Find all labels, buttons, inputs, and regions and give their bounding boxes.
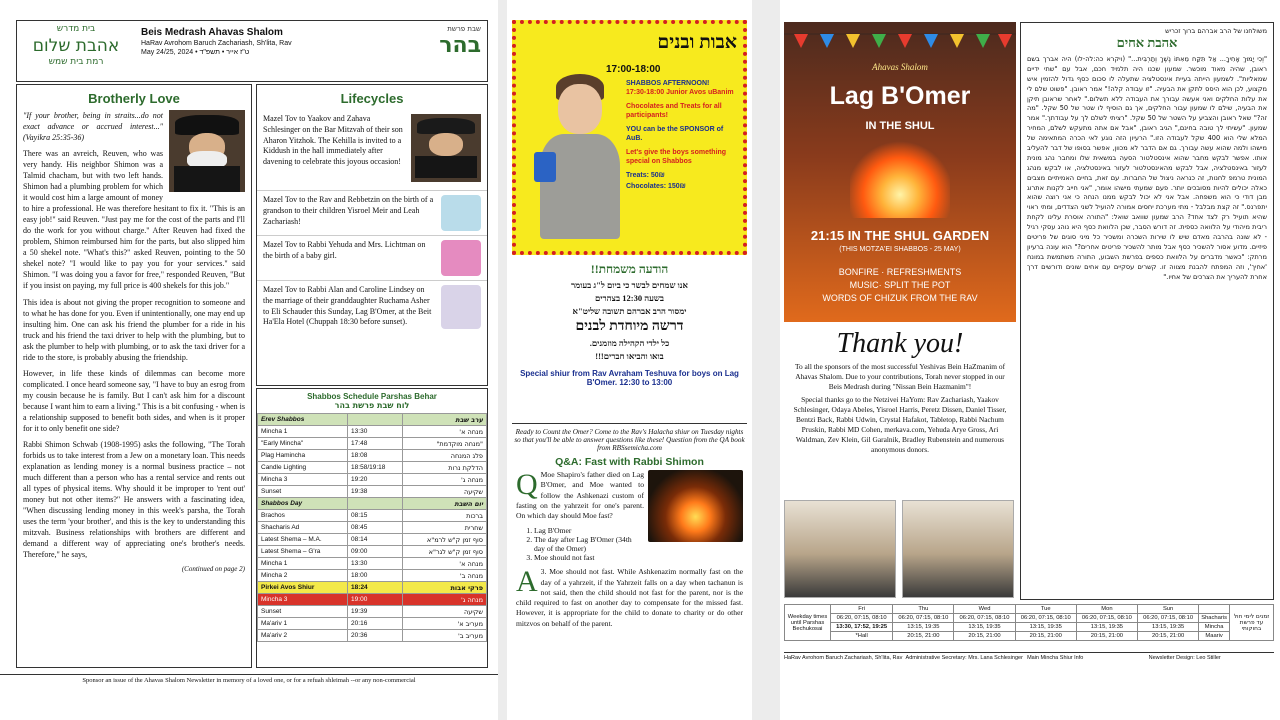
avos-ubanim-flyer <box>512 20 747 255</box>
schedule-row: Ma'ariv 2 20:36 מעריב ב' <box>258 630 487 642</box>
schedule-row: Plag Hamincha 18:08 פלג המנחה <box>258 450 487 462</box>
schedule-row: Ma'ariv 1 20:16 מעריב א' <box>258 618 487 630</box>
lifecycles-section <box>256 84 488 386</box>
schedule-row: Candle Lighting 18:58/19:18 הדלקת נרות <box>258 462 487 474</box>
lag-bomer-poster <box>784 22 1016 322</box>
boy-photo <box>534 74 624 239</box>
article-body: "If your brother, being in straits...do not exact advance or accrued interest..." (Vayikra 25:35-36) There was an avreich, Reuven, who was very handy. His neighbor Shimon was a Talmid chacham, but with two left hands. Shimon had a plumbing problem for which it would cost him a large amount of money to hire a professional. He was therefore hesitant to fix it. "This is an easy job!" said Reuven. "Just pay me for the cost of the parts and I'll do the work for you without charge." After Reuven had fixed the problem, Shimon reimbursed him for the parts, but also slipped him a 50 shekel note. "What's this?" asked Reuven, pointing to the 50 shekel note? "I would like to pay you for your services." said Shimon. "I was doing you a favor for free," responded Reuven, "But if you insist on paying, my full price is 400 shekels for this job." This idea is about not giving the proper recognition to someone and to what he has done for you. Even if unintentionally, one may end up insulting him. One can ask his friend the plumber for a ride in his truck and his friend the taxi driver to help with the plumbing, but to ask the plumber to help with plumbing, or to ask the taxi driver for a ride to the store, is probably abusing the friendship. However, in life these kinds of dilemmas can become more complicated. I once heard someone say, "I have to buy an esrog from my cousin because he is family. But I can't ask him for a discount because I want him to earn a living." This is a bit confusing - when is a relationship supposed to benefit both sides, and when is it proper for it to only benefit one side? Rabbi Shimon Schwab (1908-1995) asks the following, "The Torah forbids us to take interest from a Jew on a monetary loan. This needs explanation as lending money is a normal business practice – not much different than a person who has a rental service and rents out all types of physical items. Why should it be improper to 'rent out' money but not other items?" He answers with a fascinating idea, "When discussing lending money in this week's parsha, the Torah uses the term 'your brother', and this is the key to understanding this mitzvah. Business relationships with brothers are different and demand a different way of appreciating one's brother's needs. Therefore," he says, (Continued on page 2) <box>23 111 245 574</box>
shul-logo: בית מדרש אהבת שלום רמת בית שמש <box>32 24 120 67</box>
schedule-table <box>257 413 487 642</box>
hebrew-article-title: אהבת אחים <box>1116 35 1178 50</box>
wedding-icon <box>441 285 481 329</box>
continued-note: (Continued on page 2) <box>181 565 245 574</box>
schedule-row: Shacharis Ad 08:45 שחרית <box>258 522 487 534</box>
hebrew-article <box>1020 22 1274 600</box>
lifecycle-item: Mazel Tov to Rabbi Yehuda and Mrs. Lichtman on the birth of a baby girl. <box>257 236 487 281</box>
schedule-row: Brachos 08:15 ברכות <box>258 510 487 522</box>
newsletter-page-1 <box>0 0 498 720</box>
parsha-title: שבת פרשת בהר <box>439 25 481 58</box>
schedule-row: Mincha 2 18:00 מנחה ב' <box>258 570 487 582</box>
schedule-row: Mincha 1 13:30 מנחה א' <box>258 426 487 438</box>
poster-subtitle: IN THE SHUL <box>865 120 935 132</box>
question: Q Moe Shapiro's father died on Lag B'Omer, and Moe wanted to follow the Ashkenazi custom of fasting on the yahrzeit for one's parent. On which day should Moe fast? <box>512 468 747 523</box>
hebrew-article-body: "וְכִי יָמוּךְ אָחִיךָ... אַל תִּקַּח מֵאִתּוֹ נֶשֶׁךְ וְתַרְבִּית..." (ויקרא כה:לה-לו) היה אברך בשם ראובן, שהיה מאוד מוכשר. שמעון שכנו היה תלמיד חכם, אבל עם "שתי ידיים שמאליות". לשמעון הייתה בעיית אינסטלציה שתעלה לו סכום כסף גדול להזמין איש מקצוע, לכן הוא היסס לתקן את הבעיה. "זו עבודה קלה!" אמר ראובן. "פשוט שלם לי את עלות החלקים ואני אעשה עבורך את העבודה ללא תשלום." לאחר שראובן תיקן את הבעיה, שילם לו שמעון עבור החלקים, אך גם הוסיף לו שטר של 50 שקל. "מה זה?" שאל ראובן והצביע על השטר של 50 שקל. "רציתי לשלם לך על עבודתך." אמר שמעון. "עשיתי לך טובה בחינם," הגיב ראובן, "אבל אם אתה מתעקש לשלם, המחיר המלא שלי הוא 400 שקל לעבודה הזו." הרעיון הזה נוגע לאי הכרה המתאימה של מישהו ולמה שהוא עשה עבורך. גם אם הדבר לא מכוון, אפשר בסופו של דבר להעליב אותו. אפשר לבקש מחבר שהוא אינסטלטור הסעה במשאית שלו ומחבר נהג מונית לעזור באינסטלציה, אבל לבקש מהאינסטלטור לעזור באינסטלציה, או לבקש מנהג המונית טרמפ לחנות, זה כנראה ניצול של החברות. עם זאת, בחיים האמיתיים מצבים כאלה יכולים להיות מסובכים יותר. פעם שמעתי מישהו אומר, "אני חייב לקנות אתרוג מבן דודי כי הוא משפחה. אבל אני לא יכול לבקש ממנו הנחה כי אני רוצה שהוא יתפרנס." זה קצת מבלבל - מתי מערכת יחסים אמורה להועיל לשני הצדדים, ומתי ראוי שהיא תועיל רק לצד אחד? הרב שמעון שוואב שואל: "התורה אוסרת עלינו לקחת ריבית מיהודי על הלוואה כספית. זה דורש הסבר, שכן הלוואת כסף היא נוהג עסקי רגיל - לא שונה בהרבה מאדם שיש לו שירות השכרה ומשכיר כל מיני סוגים של פריטים פיזיים. מדוע אסור להשכיר כסף אבל מותר להשכיר פריטים אחרים?" הוא עונה ברעיון מרתק: "כאשר מדברים על הלוואת כספים בפרשת השבוע, התורה משתמשת במונח 'אחיך', וזה המפתח להבנת מצווה זו. קשרים עסקיים עם אחים שונים ודורשים דרך אחרת להעריך את הצרכים של אחיו." <box>1027 55 1268 281</box>
rav-line: HaRav Avrohom Baruch Zachariash, Sh'lita, Rav <box>141 40 292 47</box>
flyer-details: SHABBOS AFTERNOON! 17:30-18:00 Junior Avos uBanim Chocolates and Treats for all participants! YOU can be the SPONSOR of AuB. Let's give the boys something special on Shabbos Treats: 50₪ Chocolates: 150₪ <box>626 79 741 191</box>
hebrew-article-header: משולחנו של הרב אברהם ברוך זכריש <box>1165 27 1267 35</box>
bonfire-icon <box>850 140 950 218</box>
schedule-row: Erev Shabbos ערב שבת <box>258 414 487 426</box>
schedule-title-hebrew: לוח שבת פרשת בהר <box>334 401 410 410</box>
qa-title: Q&A: Fast with Rabbi Shimon <box>555 456 704 468</box>
chocolates-price: Chocolates: 150₪ <box>626 182 686 190</box>
lifecycle-item: Mazel Tov to Yaakov and Zahava Schlesinger on the Bar Mitzvah of their son Aharon Yitzhok. The Kehilla is invited to a Kiddush in the hall immediately after davening to celebrate this joyous occasion! <box>257 110 487 191</box>
bunting-decoration <box>784 32 1016 50</box>
issue-date: May 24/25, 2024 • ט"ז אייר • תשפ"ד <box>141 49 250 56</box>
qa-intro: Ready to Count the Omer? Come to the Rav's Halacha shiur on Tuesday nights so that you'll be able to answer questions like these! Question from the QA book from RBSsemicha.com <box>514 428 745 452</box>
qa-section <box>512 423 747 688</box>
zmanim-table: Weekday times until Parshas Bechukosai Fri Thu Wed Tue Mon Sun זמנים לימי חול עד פרשת בחוקותי 06:20, 07:15, 08:10 06:20, 07:15, 08:10 06:20, 07:15, 08:10 06:20, 07:15, 08:10 06:20, 07:15, 08:10 06:20, 07:15, 08:10 Shacharis 13:30, 17:52, 19:25 13:15, 19:35 13:15, 19:35 13:15, 19:35 13:15, 19:35 13:15, 19:35 Mincha *Hall 20:15, 21:00 20:15, 21:00 20:15, 21:00 20:15, 21:00 20:15, 21:00 Maariv <box>784 604 1274 641</box>
schedule-row: Sunset 19:38 שקיעה <box>258 486 487 498</box>
article-title: Brotherly Love <box>88 91 180 106</box>
bar-mitzvah-boy-photo <box>411 114 481 182</box>
poster-time: 21:15 IN THE SHUL GARDEN <box>810 228 990 243</box>
schedule-title: Shabbos Schedule Parshas Behar <box>307 392 437 401</box>
schedule-row: Mincha 1 13:30 מנחה א' <box>258 558 487 570</box>
shabbos-schedule <box>256 388 488 668</box>
poster-title: Lag B'Omer <box>829 82 971 110</box>
baby-icon <box>441 195 481 231</box>
lifecycle-item: Mazel Tov to the Rav and Rebbetzin on the birth of a grandson to their children Yisroel Meir and Leah Zachariash! <box>257 191 487 236</box>
learning-photos <box>784 500 1016 598</box>
schedule-row: Mincha 3 19:20 מנחה ג' <box>258 474 487 486</box>
schedule-row: "Early Mincha" 17:48 "מנחה מוקדמת" <box>258 438 487 450</box>
flyer-time: 17:00-18:00 <box>606 64 661 75</box>
masthead <box>16 20 488 82</box>
answer-options: 1. Lag B'Omer 2. The day after Lag B'Omer (34th day of the Omer) 3. Moe should not fast <box>512 526 747 562</box>
schedule-row: Latest Shema – M.A. 08:14 סוף זמן ק"ש לרמ"א <box>258 534 487 546</box>
poster-features: BONFIRE · REFRESHMENTS MUSIC· SPLIT THE POT WORDS OF CHIZUK FROM THE RAV <box>822 267 978 304</box>
learning-photo <box>784 500 896 598</box>
lifecycle-item: Mazel Tov to Rabbi Alan and Caroline Lindsey on the marriage of their granddaughter Ruchama Asher to Eli Schauder this Sunday, Lag B'Omer, at the Beit Ha'Ela Hotel (Chuppah 18:30 before sunset). <box>257 281 487 333</box>
learning-photo <box>902 500 1014 598</box>
schedule-row: Pirkei Avos Shiur 18:24 פרקי אבות <box>258 582 487 594</box>
newsletter-page-2 <box>507 0 752 720</box>
schedule-row: Mincha 3 19:00 מנחה ג' <box>258 594 487 606</box>
thank-you-text: To all the sponsors of the most successful Yeshivas Bein HaZmanim of Ahavas Shalom. Due to your contributions, Torah never stopped in our Beis Medrash during "Nissan Bein Hazmanim"! <box>794 362 1006 391</box>
contact-footer: HaRav Avrohom Baruch Zachariash, Sh'lita, Rav Administrative Secretary: Mrs. Lana Schlesinger Main Mincha Shiur Info Newsletter Design: Leo Stiller <box>784 652 1274 678</box>
schedule-row: Shabbos Day יום השבת <box>258 498 487 510</box>
newsletter-page-3 <box>780 0 1280 720</box>
beis-medrash-name: Beis Medrash Ahavas Shalom <box>141 27 283 38</box>
schedule-row: Sunset 19:39 שקיעה <box>258 606 487 618</box>
lifecycles-title: Lifecycles <box>340 91 404 106</box>
sponsor-footer: Sponsor an issue of the Ahavas Shalom Newsletter in memory of a loved one, or for a refuah shleimah --or any non-commercial <box>0 674 498 694</box>
poster-brand: Ahavas Shalom <box>872 62 928 72</box>
zmanim-label: Weekday times until Parshas Bechukosai <box>785 605 831 641</box>
rabbi-photo <box>169 110 245 192</box>
flyer-title: אבות ובנים <box>657 32 737 53</box>
schedule-row: Latest Shema – G'ra 09:00 סוף זמן ק"ש לגר"א <box>258 546 487 558</box>
bonfire-photo <box>648 470 743 542</box>
weekday-zmanim <box>784 604 1274 648</box>
brotherly-love-article <box>16 84 252 668</box>
thank-you-title: Thank you! <box>836 328 964 359</box>
masthead-info <box>141 27 381 56</box>
lag-bomer-drasha-announcement: הודעה משמחת!! אנו שמחים לבשר כי ביום ל"ג בעומר בשעה 12:30 בצהרים ימסור הרב אברהם תשובה שליט"א דרשה מיוחדת לבנים כל ילדי הקהילה מוזמנים. בואו והביאו חברים!!! Special shiur from Rav Avraham Teshuva for boys on Lag B'Omer. 12:30 to 13:00 <box>520 262 739 387</box>
zmanim-label-hebrew: זמנים לימי חול עד פרשת בחוקותי <box>1230 605 1274 641</box>
answer: A 3. Moe should not fast. While Ashkenazim normally fast on the day of a yahrzeit, if the Yahrzeit falls on a day when tachanun is not said, then the child should not fast for the parent, nor is the child required to fast on another day to compensate for the missed fast. However, it is appropriate for the child to donate to charity or do other mitzvos on behalf of the parent. <box>516 565 743 628</box>
special-thanks-text: Special thanks go to the Netzivei HaYom: Rav Zachariash, Yaakov Schlesinger, Odaya Abeles, Yisroel Harris, Peretz Dissen, Daniel Tisser, Bentzi Back, Rabbi Udwin, Crystal Hafakot, Tabletop, Rabbi Nachum Pruskin, Rabbi MD Cohen, merkava.com, Yehuda Arye Gross, Ari Waldman, Zev Klein, Gil Garalnik, Bradley Rubenstein and numerous anonymous donors. <box>793 394 1007 454</box>
baby-girl-icon <box>441 240 481 276</box>
poster-date: (THIS MOTZA'EI SHABBOS - 25 MAY) <box>839 246 961 253</box>
treats-price: Treats: 50₪ <box>626 171 665 179</box>
